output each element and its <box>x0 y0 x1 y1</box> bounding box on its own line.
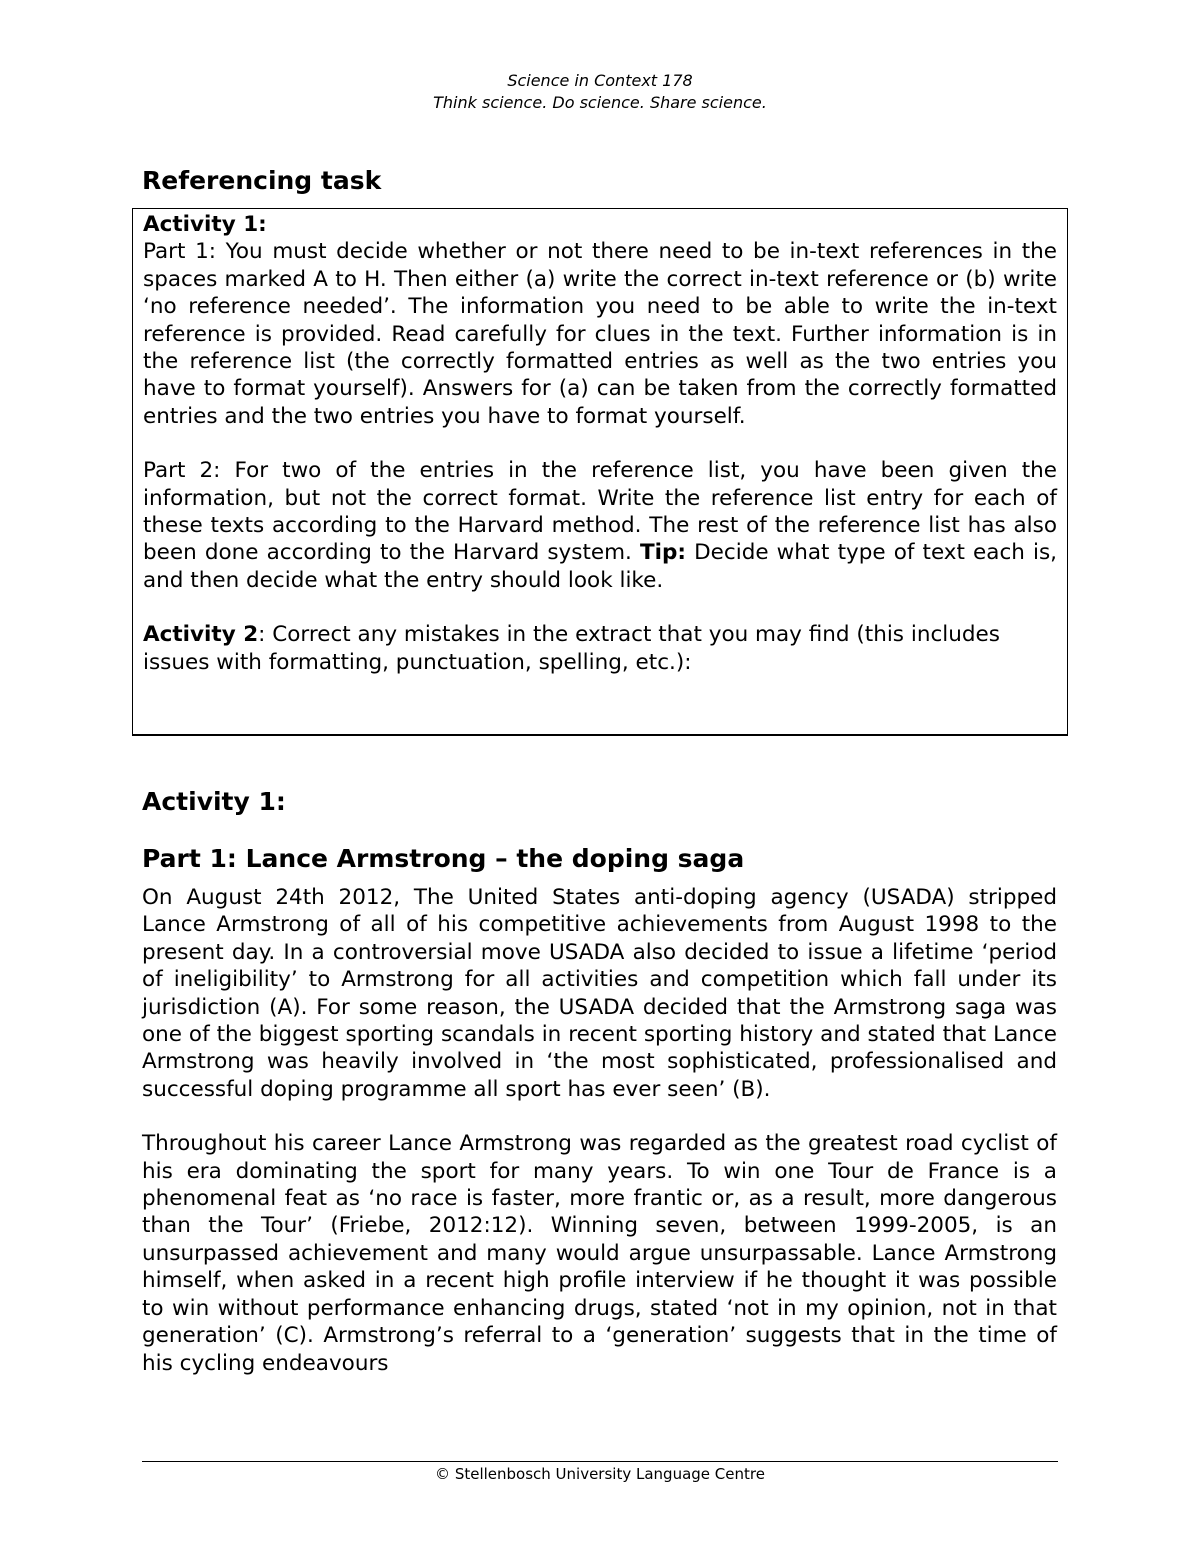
activity2-text: : Correct any mistakes in the extract that you may find (this includes issues with formatting, punctuation, spelling, etc.): <box>143 622 1000 675</box>
extract-paragraph-2: Throughout his career Lance Armstrong was regarded as the greatest road cyclist of his era dominating the sport for many years. To win one Tour de France is a phenomenal feat as ‘no race is faster, more frantic or, as a result, more dangerous than the Tour’ (Friebe, 2012:12). Winning seven, between 1999-2005, is an unsurpassed achievement and many would argue unsurpassable. Lance Armstrong himself, when asked in a recent high profile interview if he thought it was possible to win without performance enhancing drugs, stated ‘not in my opinion, not in that generation’ (C). Armstrong’s referral to a ‘generation’ suggests that in the time of his cycling endeavours <box>142 1131 1057 1376</box>
footer-divider <box>142 1461 1058 1462</box>
extract-body <box>142 884 1057 1377</box>
header-tagline: Think science. Do science. Share science. <box>433 93 767 112</box>
tip-label: Tip: <box>640 540 687 566</box>
part-heading: Part 1: Lance Armstrong – the doping saga <box>142 844 745 873</box>
extract-paragraph-1: On August 24th 2012, The United States anti-doping agency (USADA) stripped Lance Armstrong of all of his competitive achievements from August 1998 to the present day. In a controversial move USADA also decided to issue a lifetime ‘period of ineligibility’ to Armstrong for all activities and competition which fall under its jurisdiction (A). For some reason, the USADA decided that the Armstrong saga was one of the biggest sporting scandals in recent sporting history and stated that Lance Armstrong was heavily involved in ‘the most sophisticated, professionalised and successful doping programme all sport has ever seen’ (B). <box>142 885 1057 1102</box>
activity2-label: Activity 2 <box>143 622 259 648</box>
page-footer: © Stellenbosch University Language Centre <box>435 1465 765 1483</box>
part2-instructions <box>143 457 1057 594</box>
task-instructions-box <box>132 208 1068 736</box>
activity-heading: Activity 1: <box>142 787 286 816</box>
part1-instructions: Part 1: You must decide whether or not there need to be in-text references in the spaces marked A to H. Then either (a) write the correct in-text reference or (b) write ‘no reference needed’. The information you need to be able to write the in-text reference is provided. Read carefully for clues in the text. Further information is in the reference list (the correctly formatted entries as well as the two entries you have to format yourself). Answers for (a) can be taken from the correctly formatted entries and the two entries you have to format yourself. <box>143 239 1057 429</box>
tip-text: Decide what type of text each is, and then decide what the entry should look like. <box>143 540 1058 593</box>
page-header <box>0 70 1200 114</box>
activity1-label: Activity 1: <box>143 212 267 237</box>
header-title: Science in Context 178 <box>507 71 693 90</box>
part2-text: Part 2: For two of the entries in the reference list, you have been given the information, but not the correct format. Write the reference list entry for each of these texts according to the Harvard method. The rest of the reference list has also been done according to the Harvard system. <box>143 458 1057 566</box>
page-title: Referencing task <box>142 166 382 195</box>
activity2-instructions <box>143 621 1057 676</box>
